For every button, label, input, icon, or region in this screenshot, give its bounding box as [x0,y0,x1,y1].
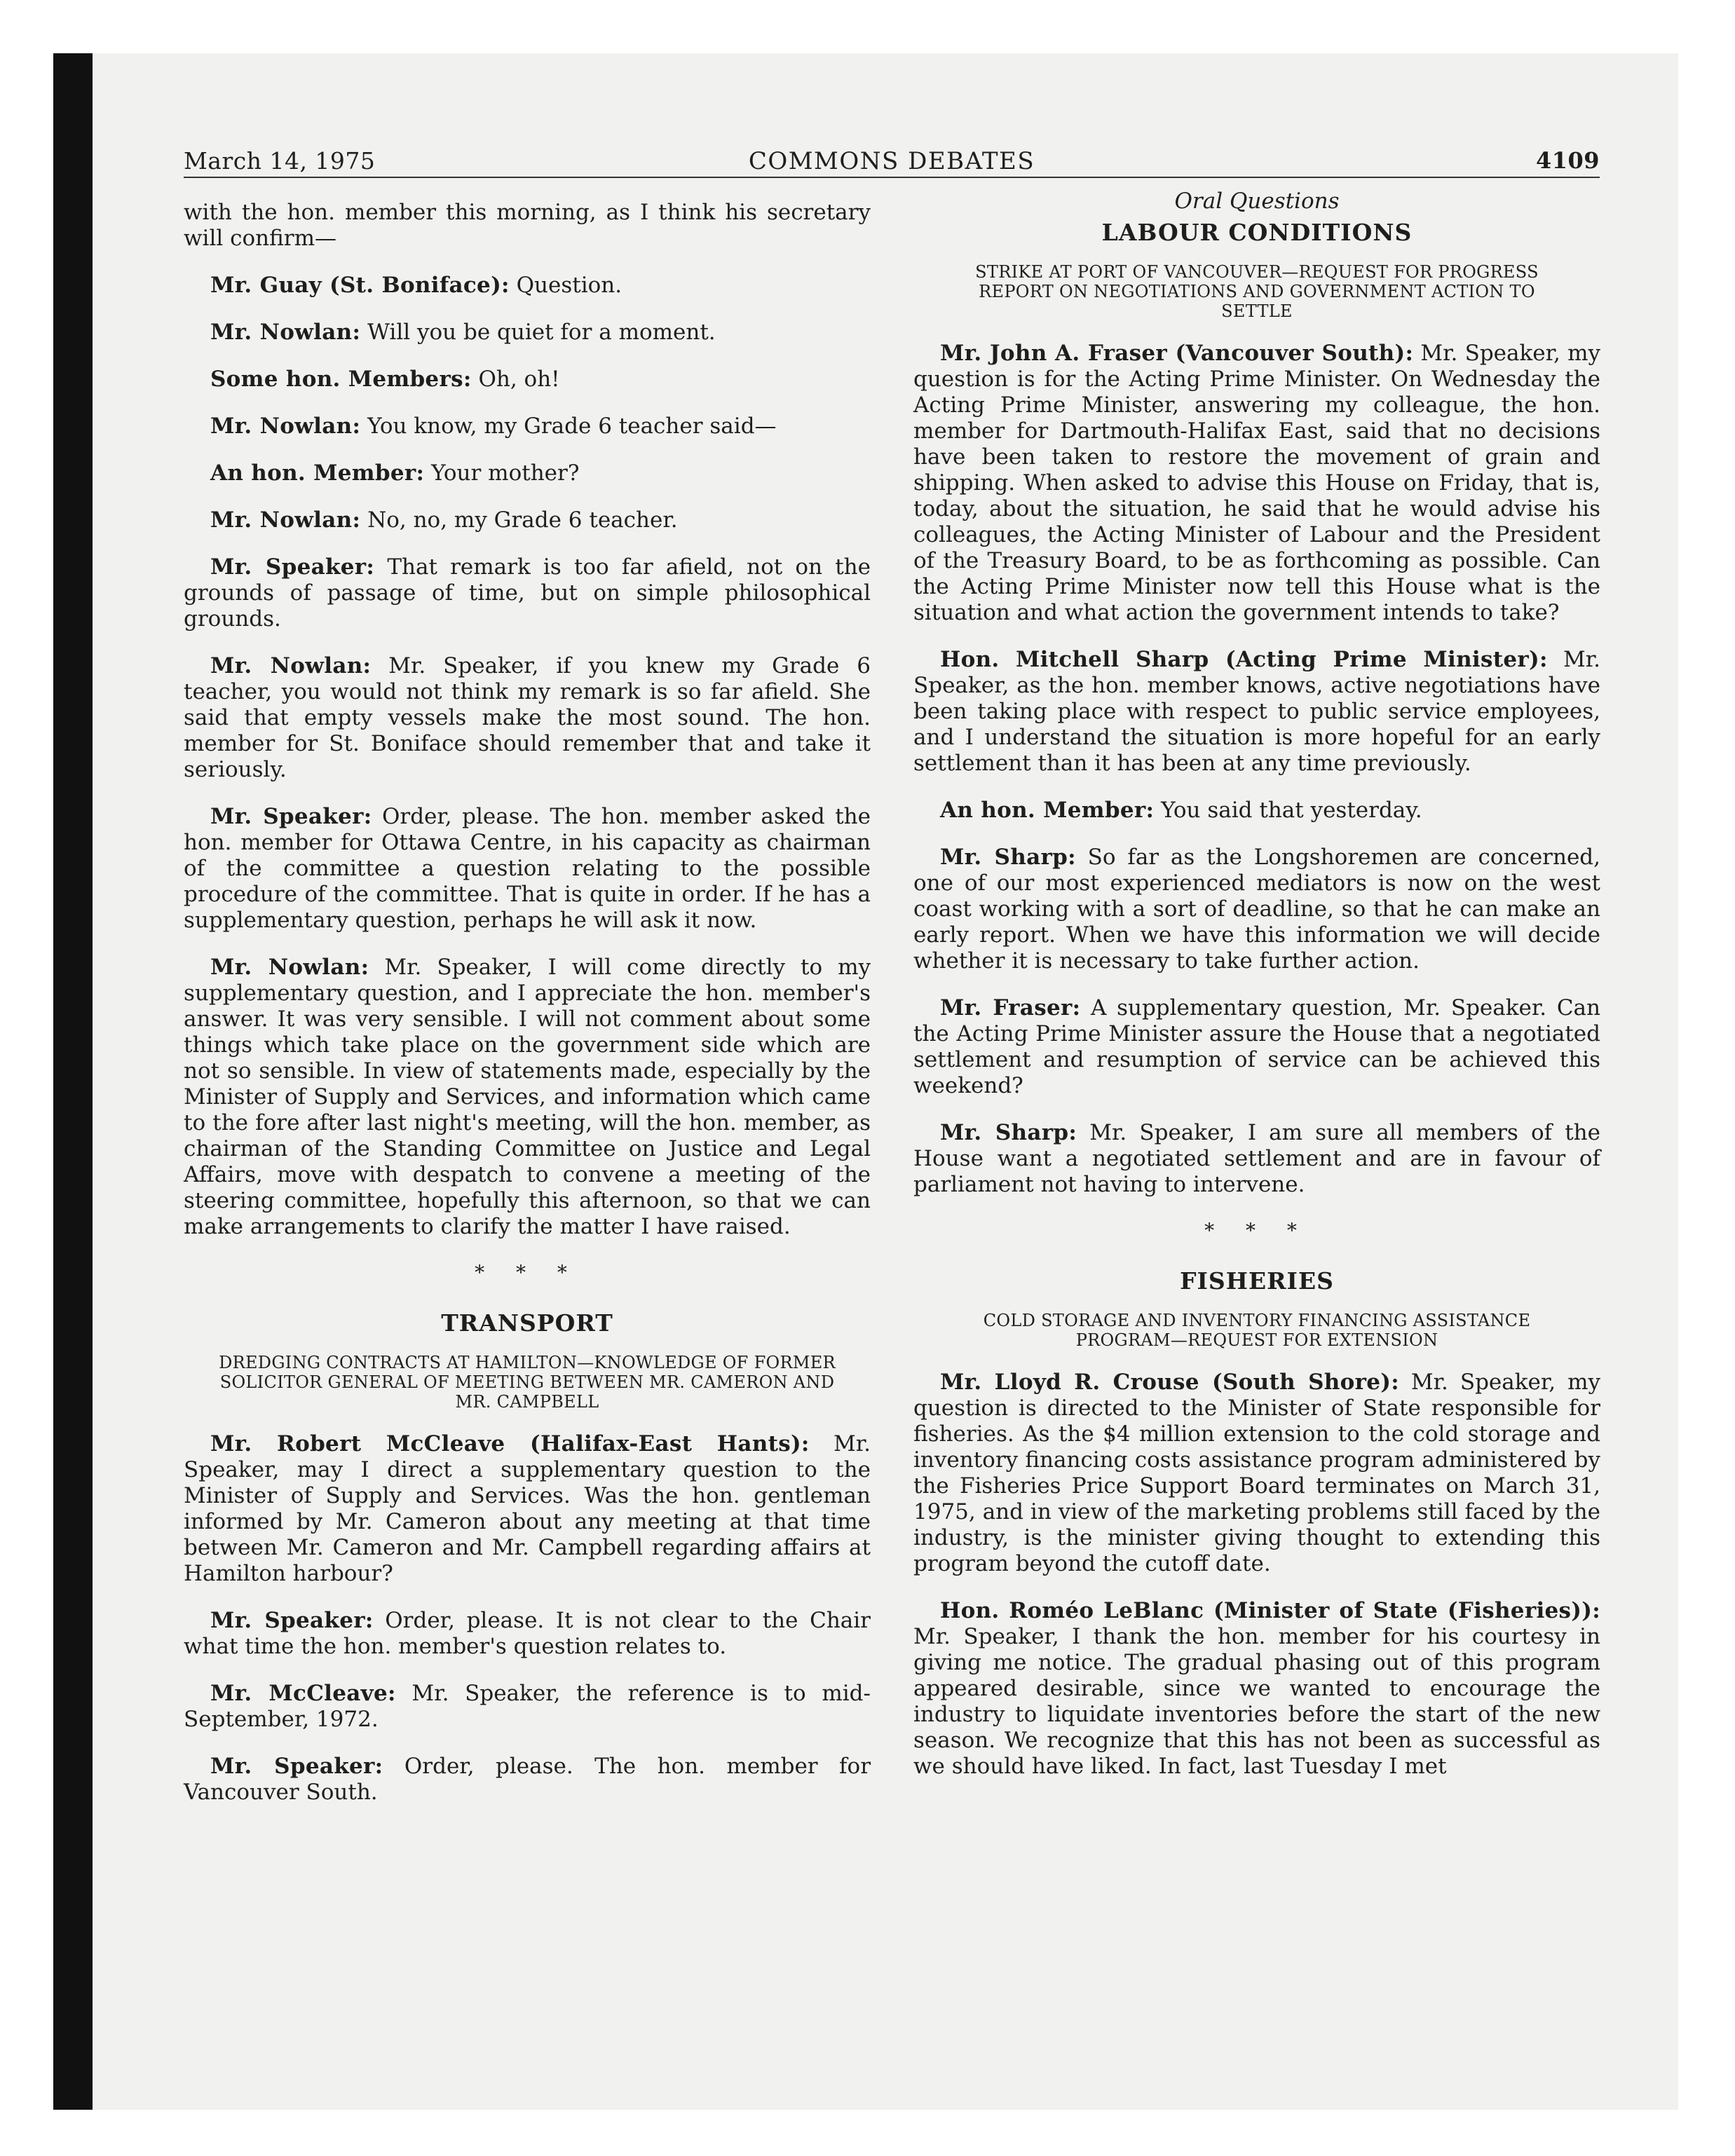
speaker-name: Mr. Lloyd R. Crouse (South Shore): [940,1370,1399,1395]
speech-text: A supplementary question, Mr. Speaker. Can the Acting Prime Minister assure the House that a negotiated settlement and resumption of service can be achieved this weekend? [913,995,1600,1098]
speech-text: Your mother? [424,460,580,486]
speaker-name: Mr. Nowlan: [210,955,369,980]
speech [184,460,871,486]
speech-text: Order, please. The hon. member asked the hon. member for Ottawa Centre, in his capacity as chairman of the committee a question relating to the possible procedure of the committee. That is quite in order. If he has a supplementary question, perhaps he will ask it now. [184,804,871,933]
speech [184,367,871,393]
speech-text: Mr. Speaker, my question is for the Acting Prime Minister. On Wednesday the Acting Prime Minister, answering my colleague, the hon. member for Dartmouth-Halifax East, said that no decisions have been taken to restore the movement of grain and shipping. When asked to advise this House on Friday, that is, today, about the situation, he said that he would advise his colleagues, the Acting Minister of Labour and the President of the Treasury Board, to be as forthcoming as possible. Can the Acting Prime Minister now tell this House what is the situation and what action the government intends to take? [913,341,1600,625]
speech [184,653,871,783]
speaker-name: Mr. John A. Fraser (Vancouver South): [940,341,1414,366]
speaker-name: An hon. Member: [940,798,1155,823]
speaker-name: Hon. Roméo LeBlanc (Minister of State (Fisheries)): [940,1598,1600,1623]
page-number: 4109 [1535,147,1600,174]
speech [913,798,1600,824]
speech-text: No, no, my Grade 6 teacher. [360,507,678,533]
speech [184,1608,871,1660]
speaker-name: Mr. Guay (St. Boniface): [210,273,510,298]
header-title: COMMONS DEBATES [748,147,1035,175]
speech [184,1754,871,1806]
speech [184,507,871,533]
speech [913,1370,1600,1577]
speech-text: Mr. Speaker, as the hon. member knows, active negotiations have been taking place with respect to public service employees, and I understand the situation is more hopeful for an early settlement than it has been at any time previously. [913,647,1600,776]
speech [184,554,871,632]
speaker-name: Mr. Nowlan: [210,653,372,678]
section-heading: LABOUR CONDITIONS [1101,219,1413,246]
speech-text: Mr. Speaker, I am sure all members of the House want a negotiated settlement and are in favour of parliament not having to intervene. [913,1120,1600,1197]
scan-edge-bar [53,53,93,2110]
speech-text: You know, my Grade 6 teacher said— [360,414,777,439]
speech [184,414,871,439]
section-heading: TRANSPORT [441,1309,613,1337]
speaker-name: An hon. Member: [210,460,425,486]
speech-text: So far as the Longshoremen are concerned, one of our most experienced mediators is now on the west coast working with a sort of deadline, so that he can make an early report. When we have this information we will decide whether it is necessary to take further action. [913,845,1600,974]
speaker-name: Mr. Nowlan: [210,320,361,345]
speech-text: Mr. Speaker, my question is directed to the Minister of State responsible for fisheries. As the $4 million extension to the cold storage and inventory financing costs assistance program administered by the Fisheries Price Support Board terminates on March 31, 1975, and in view of the marketing problems still faced by the industry, is the minister giving thought to extending this program beyond the cutoff date. [913,1370,1601,1576]
speech [913,995,1600,1099]
speech-text: Oh, oh! [471,367,560,392]
speech [184,804,871,934]
speech [913,341,1600,626]
speaker-name: Mr. Speaker: [210,804,372,829]
header-date: March 14, 1975 [184,147,376,175]
speaker-name: Mr. Speaker: [210,554,375,580]
speech [184,1431,871,1587]
section-label: Oral Questions [1174,189,1340,214]
speaker-name: Mr. Nowlan: [210,507,361,533]
section-divider: * * * [475,1261,580,1284]
speech [184,955,871,1240]
speaker-name: Some hon. Members: [210,367,472,392]
speech-text: Mr. Speaker, may I direct a supplementary question to the Minister of Supply and Services. Was the hon. gentleman informed by Mr. Cameron about any meeting at that time between Mr. Cameron and Mr. Campbell regarding affairs at Hamilton harbour? [184,1431,871,1586]
speech [184,273,871,299]
running-head [184,147,1600,178]
left-column [184,200,871,1827]
speech-text: That remark is too far afield, not on the grounds of passage of time, but on simple philosophical grounds. [184,554,871,632]
right-column [913,188,1600,1801]
speech [913,845,1600,974]
speech [913,1120,1600,1198]
speaker-name: Mr. Speaker: [210,1754,383,1779]
speaker-name: Mr. Speaker: [210,1608,374,1633]
speech-text: Mr. Speaker, I will come directly to my supplementary question, and I appreciate the hon. member's answer. It was very sensible. I will not comment about some things which take place on the government side which are not so sensible. In view of statements made, especially by the Minister of Supply and Services, and information which came to the fore after last night's meeting, will the hon. member, as chairman of the Standing Committee on Justice and Legal Affairs, move with despatch to convene a meeting of the steering committee, hopefully this afternoon, so that we can make arrangements to clarify the matter I have raised. [184,955,871,1239]
speaker-name: Mr. Sharp: [940,1120,1077,1145]
speech [913,647,1600,777]
topic-subheading: DREDGING CONTRACTS AT HAMILTON—KNOWLEDGE OF FORMER SOLICITOR GENERAL OF MEETING BETWEEN MR. CAMERON AND MR. CAMPBELL [219,1353,836,1412]
speech-text: Order, please. The hon. member for Vancouver South. [184,1754,871,1805]
speech-text: Mr. Speaker, if you knew my Grade 6 teacher, you would not think my remark is so far afield. She said that empty vessels make the most sound. The hon. member for St. Boniface should remember that and take it seriously. [184,653,871,782]
section-heading: FISHERIES [1180,1267,1334,1295]
speech-text: Will you be quiet for a moment. [360,320,716,345]
speaker-name: Mr. Robert McCleave (Halifax-East Hants): [210,1431,810,1456]
topic-subheading: STRIKE AT PORT OF VANCOUVER—REQUEST FOR PROGRESS REPORT ON NEGOTIATIONS AND GOVERNMENT ACTION TO SETTLE [975,262,1539,321]
topic-subheading: COLD STORAGE AND INVENTORY FINANCING ASSISTANCE PROGRAM—REQUEST FOR EXTENSION [983,1311,1531,1350]
speaker-name: Mr. Sharp: [940,845,1076,870]
speaker-name: Hon. Mitchell Sharp (Acting Prime Minister): [940,647,1548,672]
speech-text: Order, please. It is not clear to the Chair what time the hon. member's question relates to. [184,1608,871,1659]
section-divider: * * * [1204,1219,1309,1242]
speaker-name: Mr. McCleave: [210,1681,396,1706]
speech-text: Question. [509,273,622,298]
speaker-name: Mr. Nowlan: [210,414,361,439]
speech-text: You said that yesterday. [1154,798,1422,823]
speech [913,1598,1600,1780]
paragraph: with the hon. member this morning, as I think his secretary will confirm— [184,200,871,251]
speech [184,1681,871,1733]
speech [184,320,871,346]
speech-text: Mr. Speaker, the reference is to mid-September, 1972. [184,1681,871,1732]
speech-text: Mr. Speaker, I thank the hon. member for his courtesy in giving me notice. The gradual phasing out of this program appeared desirable, since we wanted to encourage the industry to liquidate inventories before the start of the new season. We recognize that this has not been as successful as we should have liked. In fact, last Tuesday I met [913,1624,1600,1779]
speaker-name: Mr. Fraser: [940,995,1081,1021]
